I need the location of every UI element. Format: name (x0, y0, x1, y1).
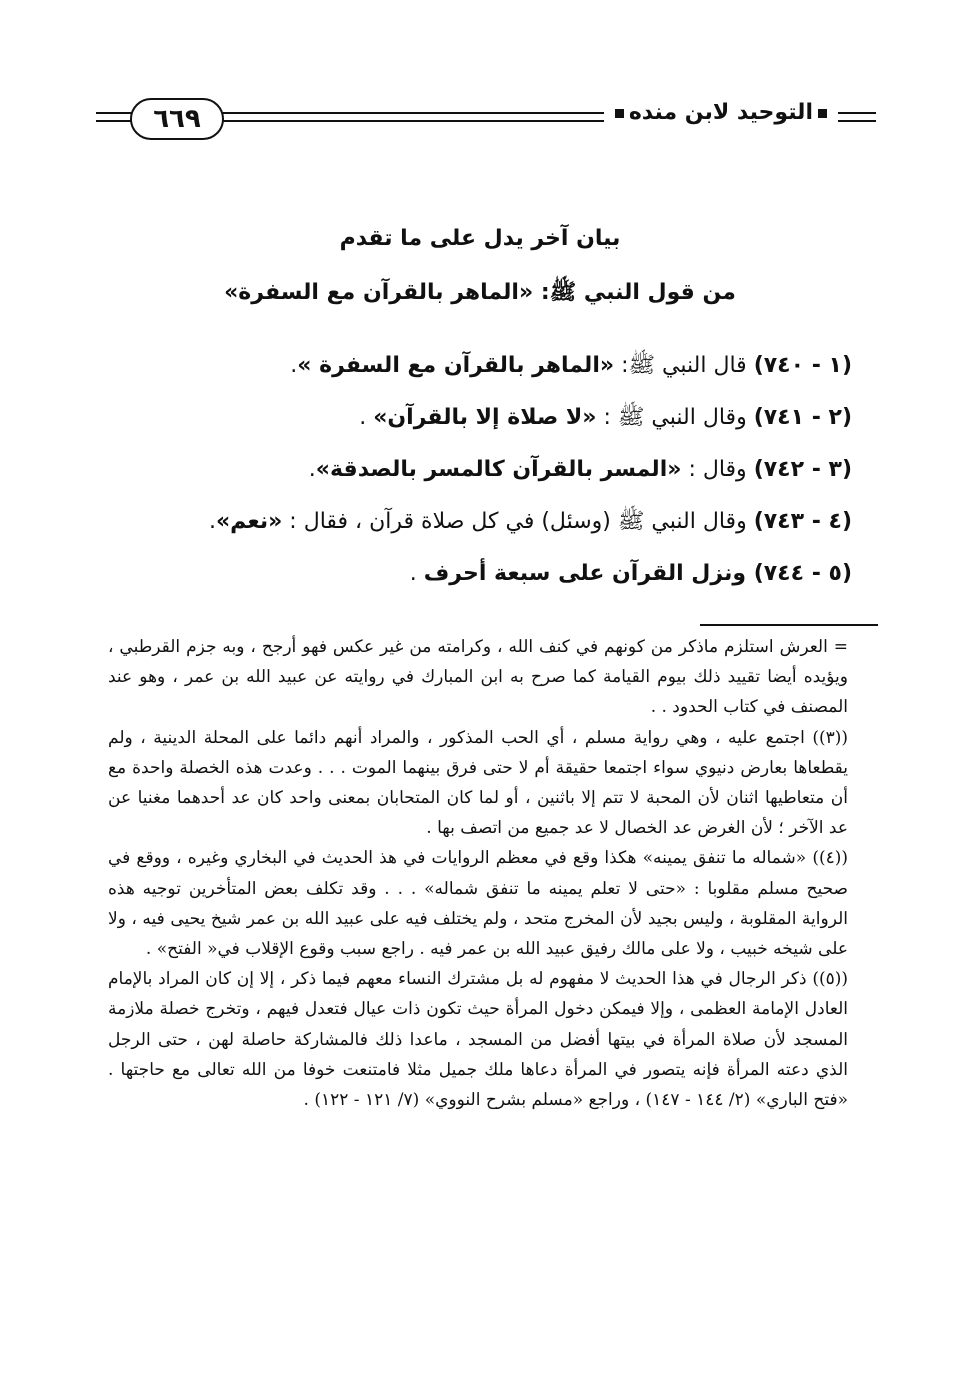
hadith-tail: . (308, 457, 316, 482)
hadith-quote: «نعم» (215, 509, 283, 534)
hadith-number: (٤ - ٧٤٣) (753, 509, 852, 534)
hadith-quote: ونزل القرآن على سبعة أحرف (423, 561, 754, 586)
hadith-item (92, 548, 852, 600)
running-title-text: التوحيد لابن منده (628, 100, 813, 125)
hadith-number: (٢ - ٧٤١) (753, 405, 852, 430)
section-title-line1: بيان آخر يدل على ما تقدم (339, 226, 621, 251)
square-bullet-icon (615, 109, 624, 118)
footnote-continuation: = العرش استلزم ماذكر من كونهم في كنف الله ، وكرامته من غير عكس فهو أرجح ، وبه جزم القرطبي ، ويؤيده أيضا تقييد ذلك بيوم القيامة كما صرح به ابن المبارك في روايته عن عبيد الله بن عمر ، وهو عند المصنف في كتاب الحدود . . (108, 637, 848, 718)
hadith-tail: . (359, 405, 374, 430)
section-title-line2: من قول النبي ﷺ: «الماهر بالقرآن مع السفرة» (224, 280, 736, 305)
section-heading (0, 212, 960, 320)
footnotes (108, 632, 848, 1115)
hadith-item (92, 340, 852, 392)
hadith-text: قال النبي ﷺ: (614, 353, 754, 378)
square-bullet-icon (818, 109, 827, 118)
hadith-list (92, 340, 852, 600)
hadith-tail: . (208, 509, 216, 534)
hadith-quote: «المسر بالقرآن كالمسر بالصدقة» (315, 457, 682, 482)
hadith-quote: «الماهر بالقرآن مع السفرة » (297, 353, 615, 378)
running-title (604, 100, 838, 125)
page-header (96, 98, 876, 142)
footnote-separator (700, 624, 878, 626)
hadith-item (92, 444, 852, 496)
hadith-tail: . (290, 353, 298, 378)
hadith-number: (٥ - ٧٤٤) (753, 561, 852, 586)
hadith-item (92, 496, 852, 548)
hadith-text: وقال : (681, 457, 754, 482)
hadith-quote: «لا صلاة إلا بالقرآن» (373, 405, 597, 430)
hadith-tail: . (409, 561, 424, 586)
page-number: ٦٦٩ (130, 98, 224, 140)
footnote-5: ((٥)) ذكر الرجال في هذا الحديث لا مفهوم له بل مشترك النساء معهم فيما ذكر ، إلا إن كان المراد بالإمام العادل الإمامة العظمى ، وإلا فيمكن دخول المرأة حيث تكون ذات عيال فتعدل فيهم ، وتخرج خصلة ملازمة المسجد لأن صلاة المرأة في بيتها أفضل من المسجد ، ماعدا ذلك فالمشاركة حاصلة لهن ، حتى الرجل الذي دعته المرأة فإنه يتصور في المرأة دعاها ملك جميل مثلا فامتنعت خوفا من الله تعالى مع حاجتها . «فتح الباري» (٢/ ١٤٤ - ١٤٧) ، وراجع «مسلم بشرح النووي» (٧/ ١٢١ - ١٢٢) . (108, 969, 848, 1111)
hadith-text: وقال النبي ﷺ : (596, 405, 754, 430)
hadith-number: (٣ - ٧٤٢) (753, 457, 852, 482)
footnote-4: ((٤)) «شماله ما تنفق يمينه» هكذا وقع في معظم الروايات في هذ الحديث في البخاري وغيره ، ووقع في صحيح مسلم مقلوبا : «حتى لا تعلم يمينه ما تنفق شماله» . . . وقد تكلف بعض المتأخرين توجيه هذه الرواية المقلوبة ، وليس بجيد لأن المخرج متحد ، ولم يختلف فيه على عبيد الله بن عمر شيخ يحيى فيه ، ولا على شيخه خبيب ، ولا على مالك رفيق عبيد الله بن عمر فيه . راجع سبب وقوع الإقلاب في« الفتح» . (108, 848, 848, 960)
hadith-text: وقال النبي ﷺ (وسئل) في كل صلاة قرآن ، فقال : (282, 509, 754, 534)
hadith-number: (١ - ٧٤٠) (753, 353, 852, 378)
hadith-item (92, 392, 852, 444)
footnote-3: ((٣)) اجتمع عليه ، وهي رواية مسلم ، أي الحب المذكور ، والمراد أنهم دائما على المحلة الدينية ، ولم يقطعاها بعارض دنيوي سواء اجتمعا حقيقة أم لا حتى فرق بينهما الموت . . . وعدت هذه الخصلة واحدة مع أن متعاطيها اثنان لأن المحبة لا تتم إلا باثنين ، أو لما كان المتحابان بمعنى واحد كان عد أحدهما مغنيا عن عد الآخر ؛ لأن الغرض عد الخصال لا عد جميع من اتصف بها . (108, 727, 848, 839)
